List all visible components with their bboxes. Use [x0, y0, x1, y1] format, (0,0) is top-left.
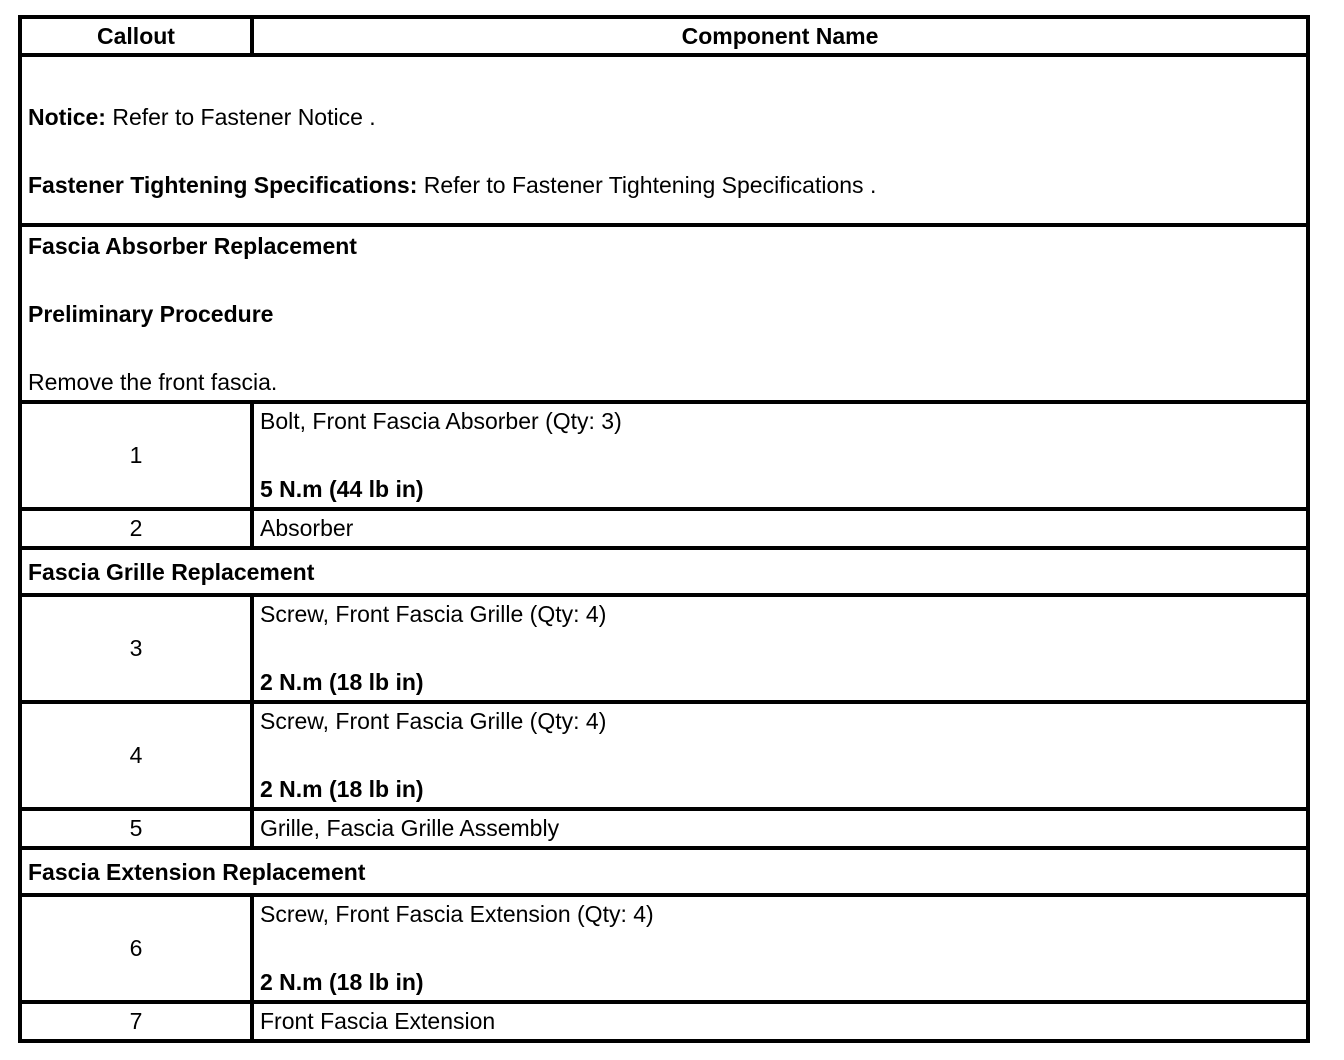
notice-line	[28, 104, 1300, 131]
component-name: Bolt, Front Fascia Absorber (Qty: 3)	[260, 408, 622, 434]
notice-text: Refer to Fastener Notice .	[105, 104, 376, 130]
intro-row	[20, 55, 1308, 225]
callout-number: 7	[20, 1002, 252, 1041]
table-row	[20, 595, 1308, 702]
callout-number: 2	[20, 509, 252, 548]
component-name: Screw, Front Fascia Grille (Qty: 4)	[260, 601, 607, 627]
component-name: Screw, Front Fascia Extension (Qty: 4)	[260, 901, 654, 927]
spec-line	[28, 172, 1300, 199]
component-cell	[252, 402, 1308, 509]
callout-column-header: Callout	[20, 17, 252, 55]
component-name: Grille, Fascia Grille Assembly	[252, 809, 1308, 848]
table-header-row	[20, 17, 1308, 55]
torque-spec: 2 N.m (18 lb in)	[260, 669, 424, 695]
spec-label: Fastener Tightening Specifications:	[28, 172, 418, 198]
table-row	[20, 1002, 1308, 1041]
component-cell	[252, 895, 1308, 1002]
table-row	[20, 509, 1308, 548]
table-row	[20, 809, 1308, 848]
table-row	[20, 895, 1308, 1002]
callout-number: 5	[20, 809, 252, 848]
torque-spec: 2 N.m (18 lb in)	[260, 776, 424, 802]
section-title: Fascia Extension Replacement	[20, 848, 1308, 895]
section-title: Fascia Absorber Replacement	[28, 233, 357, 259]
section-row-absorber	[20, 225, 1308, 402]
absorber-section-cell	[20, 225, 1308, 402]
notice-label: Notice:	[28, 104, 106, 130]
callout-number: 1	[20, 402, 252, 509]
section-row-grille	[20, 548, 1308, 595]
table-row	[20, 402, 1308, 509]
component-cell	[252, 595, 1308, 702]
component-name: Screw, Front Fascia Grille (Qty: 4)	[260, 708, 607, 734]
section-row-extension	[20, 848, 1308, 895]
intro-cell	[20, 55, 1308, 225]
torque-spec: 2 N.m (18 lb in)	[260, 969, 424, 995]
component-name-column-header: Component Name	[252, 17, 1308, 55]
component-name: Absorber	[252, 509, 1308, 548]
spec-text: Refer to Fastener Tightening Specifications .	[417, 172, 877, 198]
component-name: Front Fascia Extension	[252, 1002, 1308, 1041]
preliminary-procedure-title: Preliminary Procedure	[28, 301, 274, 327]
preliminary-procedure-text: Remove the front fascia.	[28, 369, 278, 395]
callout-number: 4	[20, 702, 252, 809]
component-cell	[252, 702, 1308, 809]
callout-number: 6	[20, 895, 252, 1002]
component-table	[18, 15, 1310, 1043]
section-title: Fascia Grille Replacement	[20, 548, 1308, 595]
callout-number: 3	[20, 595, 252, 702]
table-row	[20, 702, 1308, 809]
torque-spec: 5 N.m (44 lb in)	[260, 476, 424, 502]
